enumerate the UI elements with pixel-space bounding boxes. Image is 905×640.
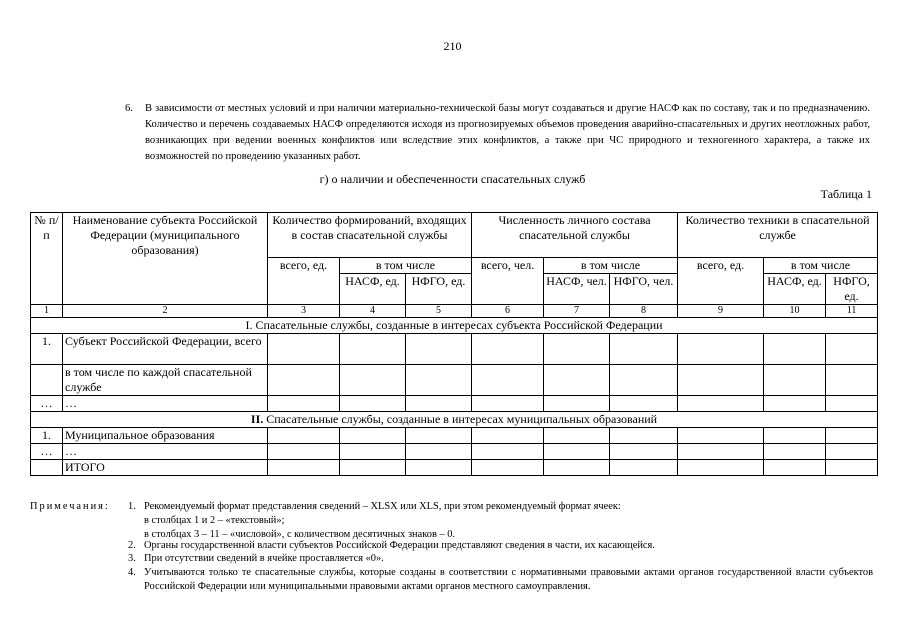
note-subitem-2: в столбцах 3 – 11 – «числовой», с количеством десятичных знаков – 0.	[144, 529, 456, 540]
table-cell	[764, 444, 826, 460]
table-cell	[610, 396, 678, 412]
column-number: 4	[340, 305, 406, 318]
table-row	[31, 428, 878, 444]
header-equipment: Количество техники в спасательной службе	[678, 213, 878, 258]
row-name: Муниципальное образования	[63, 428, 268, 444]
table-cell	[340, 444, 406, 460]
table-cell	[826, 460, 878, 476]
header-nasf-units-2: НАСФ, ед.	[764, 274, 826, 305]
note-item-1	[128, 500, 873, 542]
column-number: 2	[63, 305, 268, 318]
column-number: 3	[268, 305, 340, 318]
paragraph-number: 6.	[125, 103, 133, 114]
table-cell	[406, 334, 472, 365]
table-cell	[268, 396, 340, 412]
header-formations: Количество формирований, входящих в состав спасательной службы	[268, 213, 472, 258]
row-num: 1.	[31, 428, 63, 444]
section-2-text: Спасательные службы, созданные в интересах муниципальных образований	[263, 412, 658, 426]
table-cell	[678, 365, 764, 396]
header-including-2: в том числе	[544, 258, 678, 274]
row-name: …	[63, 396, 268, 412]
row-num: …	[31, 396, 63, 412]
section-subtitle: г) о наличии и обеспеченности спасательных служб	[319, 172, 586, 186]
table-row	[31, 444, 878, 460]
header-num: № п/п	[31, 213, 63, 305]
table-cell	[764, 460, 826, 476]
table-cell	[472, 396, 544, 412]
table-cell	[826, 334, 878, 365]
notes-label: Примечания:	[30, 501, 110, 512]
column-number-row	[31, 305, 878, 318]
rescue-services-table	[30, 212, 878, 476]
table-cell	[764, 428, 826, 444]
table-cell	[764, 365, 826, 396]
table-cell	[826, 428, 878, 444]
table-cell	[678, 428, 764, 444]
table-cell	[406, 396, 472, 412]
note-number: 4.	[128, 567, 136, 578]
section-1-title: I. Спасательные службы, созданные в интересах субъекта Российской Федерации	[31, 318, 878, 334]
header-total-units: всего, ед.	[268, 258, 340, 305]
table-cell	[544, 444, 610, 460]
table-cell	[544, 396, 610, 412]
page-number: 210	[443, 39, 462, 53]
column-number: 11	[826, 305, 878, 318]
table-cell	[544, 365, 610, 396]
column-number: 9	[678, 305, 764, 318]
column-number: 6	[472, 305, 544, 318]
column-number: 7	[544, 305, 610, 318]
table-cell	[406, 428, 472, 444]
row-name: …	[63, 444, 268, 460]
table-cell	[544, 334, 610, 365]
header-nfgo-people: НФГО, чел.	[610, 274, 678, 305]
table-cell	[340, 365, 406, 396]
note-item-2	[128, 539, 873, 553]
table-cell	[268, 460, 340, 476]
note-item-3	[128, 552, 873, 566]
table-cell	[826, 365, 878, 396]
note-number: 3.	[128, 553, 136, 564]
row-name: Субъект Российской Федерации, всего	[63, 334, 268, 365]
row-num	[31, 365, 63, 396]
note-item-4	[128, 566, 873, 594]
table-cell	[268, 365, 340, 396]
table-cell	[472, 428, 544, 444]
table-cell	[340, 428, 406, 444]
row-num: …	[31, 444, 63, 460]
note-text: Рекомендуемый формат представления сведений – XLSX или XLS, при этом рекомендуемый формат ячеек:	[144, 501, 621, 512]
header-row-1	[31, 213, 878, 258]
table-cell	[678, 444, 764, 460]
table-cell	[268, 428, 340, 444]
row-num	[31, 460, 63, 476]
table-cell	[610, 428, 678, 444]
header-including-1: в том числе	[340, 258, 472, 274]
row-name: в том числе по каждой спасательной службе	[63, 365, 268, 396]
table-cell	[340, 460, 406, 476]
table-cell	[764, 396, 826, 412]
column-number: 10	[764, 305, 826, 318]
table-cell	[472, 460, 544, 476]
table-cell	[340, 396, 406, 412]
table-cell	[678, 396, 764, 412]
header-personnel: Численность личного состава спасательной службы	[472, 213, 678, 258]
header-nasf-units: НАСФ, ед.	[340, 274, 406, 305]
table-cell	[678, 460, 764, 476]
paragraph-text: В зависимости от местных условий и при наличии материально-технической базы могут создаваться и другие НАСФ как по составу, так и по предназначению. Количество и перечень создаваемых НАСФ определяются исходя из прогнозируемых объемов проведения аварийно-спасательных и других неотложных работ, возникающих при ведении военных конфликтов или вследствие этих конфликтов, а также при ЧС природного и техногенного характера, а также их возможностей по проведению указанных работ.	[145, 103, 870, 162]
table-cell	[268, 334, 340, 365]
section-2-roman: II.	[250, 412, 264, 426]
table-row	[31, 365, 878, 396]
row-num: 1.	[31, 334, 63, 365]
header-nasf-people: НАСФ, чел.	[544, 274, 610, 305]
header-total-units-2: всего, ед.	[678, 258, 764, 305]
table-cell	[826, 396, 878, 412]
table-cell	[544, 428, 610, 444]
table-cell	[472, 444, 544, 460]
note-number: 2.	[128, 540, 136, 551]
header-including-3: в том числе	[764, 258, 878, 274]
table-cell	[406, 460, 472, 476]
table-cell	[610, 334, 678, 365]
note-number: 1.	[128, 501, 136, 512]
section-row-1	[31, 318, 878, 334]
table-cell	[340, 334, 406, 365]
paragraph-6	[125, 101, 870, 165]
table-row	[31, 396, 878, 412]
note-subitem-1: в столбцах 1 и 2 – «текстовый»;	[144, 515, 285, 526]
header-name: Наименование субъекта Российской Федерации (муниципального образования)	[63, 213, 268, 305]
table-cell	[678, 334, 764, 365]
table-cell	[472, 334, 544, 365]
table-cell	[764, 334, 826, 365]
table-cell	[610, 460, 678, 476]
note-text: Органы государственной власти субъектов Российской Федерации представляют сведения в части, их касающейся.	[144, 540, 655, 551]
table-cell	[406, 365, 472, 396]
header-nfgo-units: НФГО, ед.	[406, 274, 472, 305]
note-text: Учитываются только те спасательные службы, которые созданы в соответствии с нормативными правовыми актами органов государственной власти субъектов Российской Федерации или муниципальными правовыми актами органов местного самоуправления.	[144, 567, 873, 592]
table-row	[31, 334, 878, 365]
total-row	[31, 460, 878, 476]
table-cell	[268, 444, 340, 460]
column-number: 8	[610, 305, 678, 318]
section-2-title	[31, 412, 878, 428]
table-cell	[610, 444, 678, 460]
table-cell	[406, 444, 472, 460]
table-cell	[472, 365, 544, 396]
row-name: ИТОГО	[63, 460, 268, 476]
table-label: Таблица 1	[820, 187, 872, 201]
table-cell	[826, 444, 878, 460]
table-cell	[544, 460, 610, 476]
header-total-people: всего, чел.	[472, 258, 544, 305]
note-text: При отсутствии сведений в ячейке проставляется «0».	[144, 553, 384, 564]
column-number: 1	[31, 305, 63, 318]
table-cell	[610, 365, 678, 396]
column-number: 5	[406, 305, 472, 318]
section-row-2	[31, 412, 878, 428]
header-nfgo-units-2: НФГО, ед.	[826, 274, 878, 305]
